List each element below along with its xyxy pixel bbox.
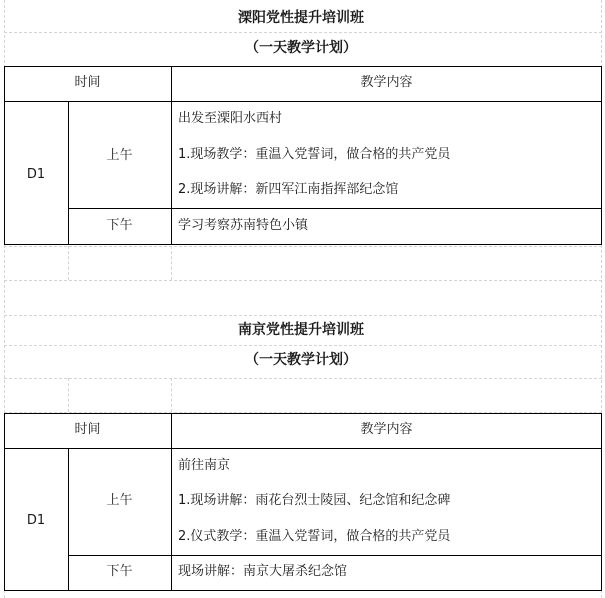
plan-title: 南京党性提升培训班: [238, 322, 364, 338]
plan-subtitle: （一天教学计划）: [245, 40, 357, 56]
header-content: 教学内容: [360, 422, 413, 437]
header-time: 时间: [74, 422, 101, 437]
afternoon-label: 下午: [106, 218, 133, 233]
header-time: 时间: [74, 75, 101, 90]
morning-item: 前往南京: [178, 458, 231, 473]
morning-item: 出发至溧阳水西村: [178, 111, 283, 126]
morning-item: 2.仪式教学：重温入党誓词，做合格的共产党员: [178, 529, 451, 544]
afternoon-item: 学习考察苏南特色小镇: [178, 218, 309, 233]
morning-item: 1.现场讲解：雨花台烈士陵园、纪念馆和纪念碑: [178, 493, 451, 508]
morning-item: 1.现场教学：重温入党誓词，做合格的共产党员: [178, 147, 451, 162]
morning-label: 上午: [106, 493, 133, 508]
day-label: D1: [26, 513, 46, 528]
afternoon-item: 现场讲解：南京大屠杀纪念馆: [178, 564, 348, 579]
header-content: 教学内容: [360, 75, 413, 90]
morning-label: 上午: [106, 148, 133, 163]
plan-title: 溧阳党性提升培训班: [238, 10, 364, 26]
plan-subtitle: （一天教学计划）: [245, 352, 357, 368]
day-label: D1: [26, 167, 46, 182]
morning-item: 2.现场讲解：新四军江南指挥部纪念馆: [178, 182, 399, 197]
afternoon-label: 下午: [106, 564, 133, 579]
